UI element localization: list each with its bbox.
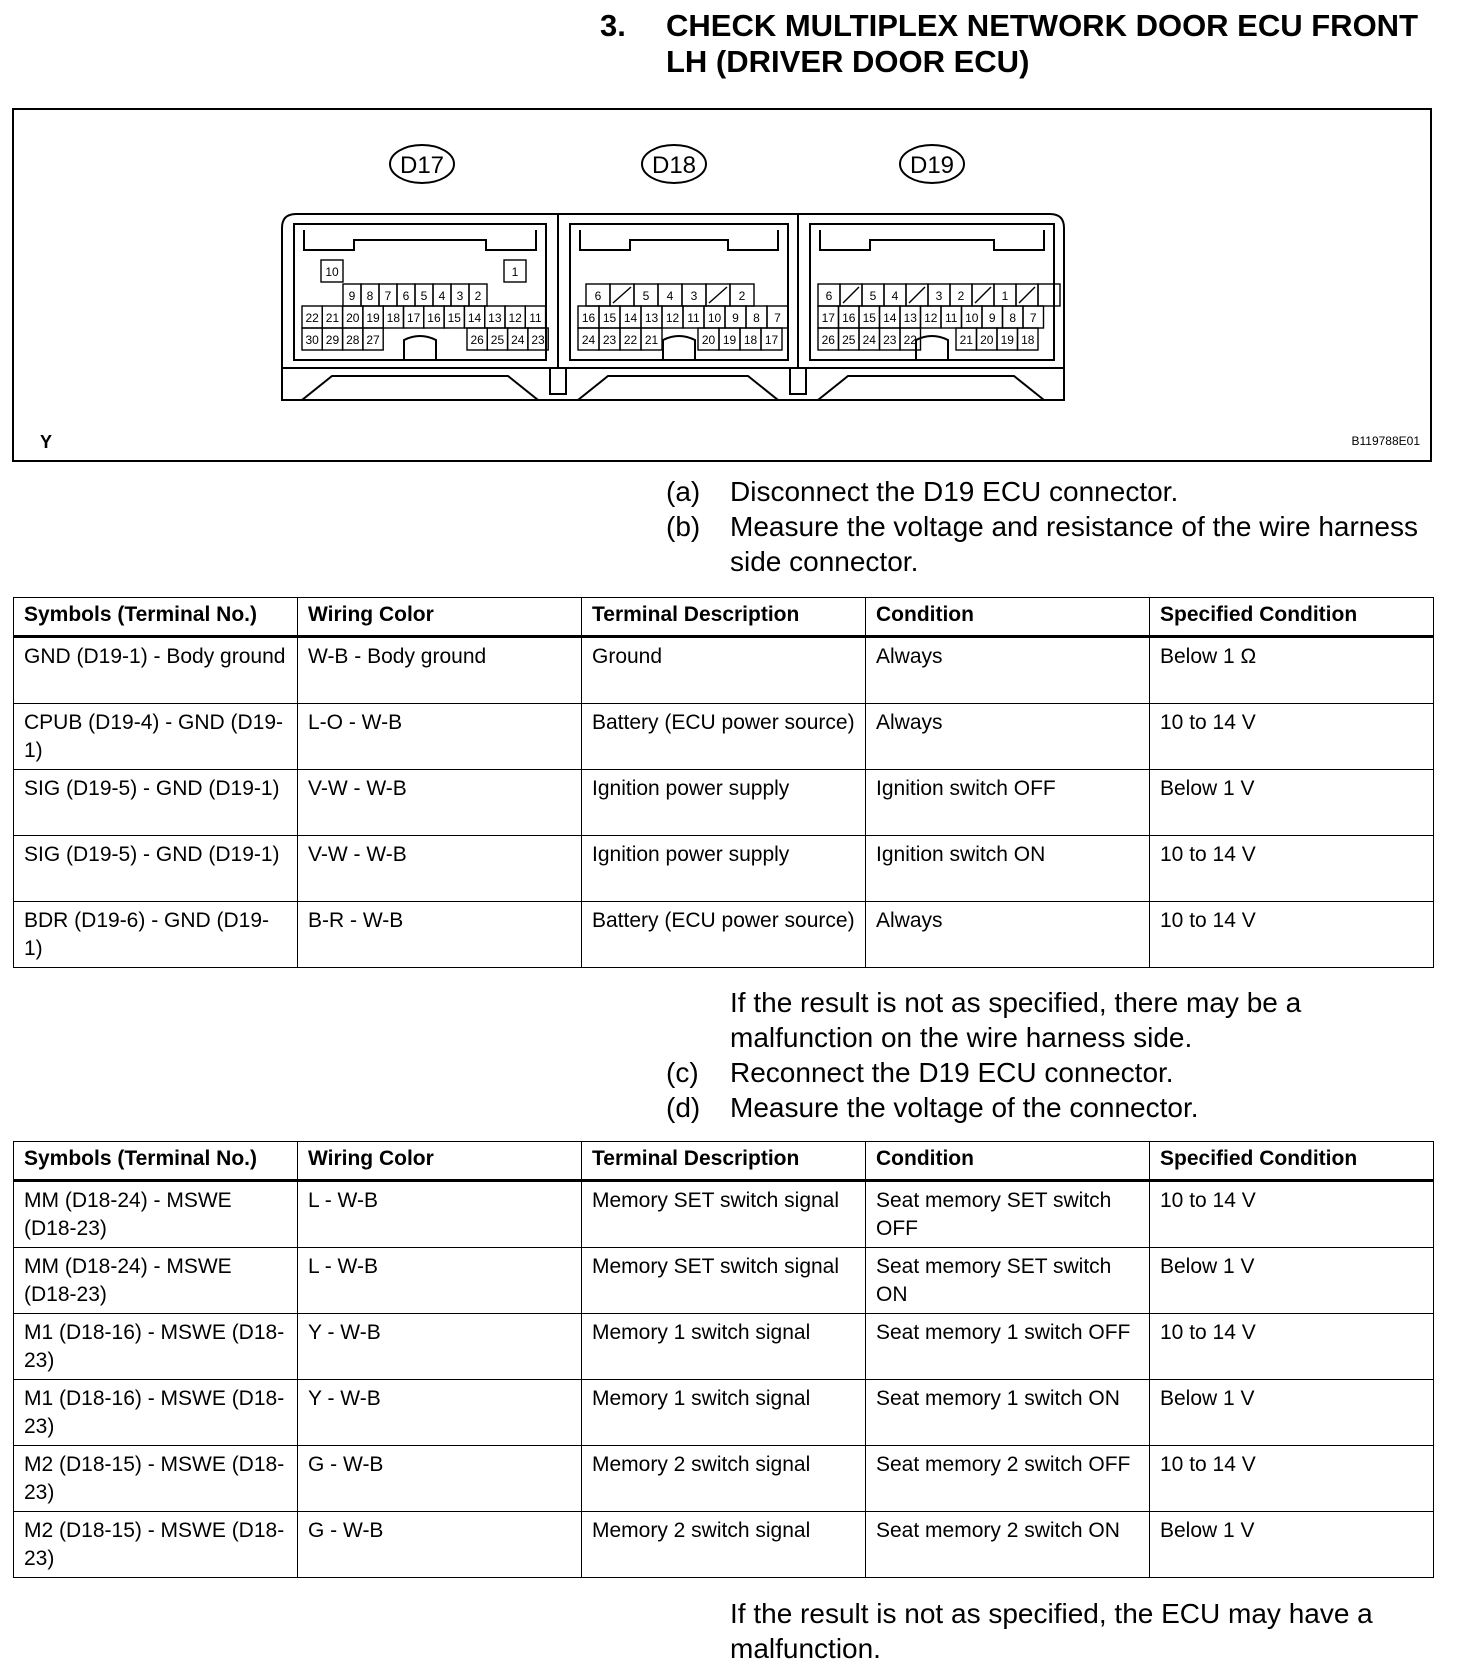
table-cell: Seat memory SET switch OFF: [866, 1181, 1150, 1248]
table-cell: V-W - W-B: [298, 770, 582, 836]
terminal-number: 5: [869, 289, 877, 303]
table-cell: Battery (ECU power source): [582, 902, 866, 968]
terminal-number: 9: [348, 289, 356, 303]
terminal-number: 16: [427, 311, 441, 325]
terminal-number: 17: [764, 333, 779, 347]
col-header: Condition: [866, 1142, 1150, 1181]
terminal-number: 30: [305, 333, 319, 347]
terminal-number: 6: [402, 289, 410, 303]
table-cell: Always: [866, 902, 1150, 968]
terminal-number: 1: [511, 265, 519, 279]
terminal-number: 6: [594, 289, 602, 303]
table-cell: Seat memory 2 switch OFF: [866, 1446, 1150, 1512]
terminal-number: 13: [644, 311, 659, 325]
terminal-number: 20: [701, 333, 716, 347]
table-cell: Seat memory 2 switch ON: [866, 1512, 1150, 1578]
table-row: [14, 1380, 1434, 1446]
terminal-number: 24: [862, 333, 876, 347]
table-cell: Memory 1 switch signal: [582, 1380, 866, 1446]
connector-latch: [663, 336, 695, 360]
table-row: [14, 836, 1434, 902]
terminal-number: 13: [903, 311, 917, 325]
terminal-number: 28: [346, 333, 360, 347]
figure-side-label: Y: [40, 432, 53, 452]
table-cell: 10 to 14 V: [1150, 902, 1434, 968]
steps-reconnect: [666, 1055, 1446, 1125]
table-cell: GND (D19-1) - Body ground: [14, 637, 298, 704]
table-cell: M2 (D18-15) - MSWE (D18-23): [14, 1446, 298, 1512]
terminal-number: 1: [1001, 289, 1009, 303]
terminal-number: 17: [821, 311, 835, 325]
terminal-number: 15: [602, 311, 617, 325]
terminal-number: 23: [531, 333, 545, 347]
terminal-number: 22: [305, 311, 319, 325]
terminal-number: 17: [406, 311, 421, 325]
steps-disconnect: [666, 474, 1446, 579]
table-cell: Memory 1 switch signal: [582, 1314, 866, 1380]
terminal-number: 8: [753, 311, 760, 325]
terminal-number: 7: [774, 311, 781, 325]
step-b: [666, 509, 1446, 579]
terminal-number: 10: [325, 265, 339, 279]
terminal-number: 20: [346, 311, 360, 325]
table-header-row: [14, 598, 1434, 637]
connector-foot: [818, 376, 1044, 400]
table-cell: M1 (D18-16) - MSWE (D18-23): [14, 1314, 298, 1380]
note-harness-side: If the result is not as specified, there may be a malfunction on the wire harness side.: [730, 987, 1302, 1053]
terminal-number: 13: [488, 311, 502, 325]
step-label: (c): [666, 1057, 699, 1088]
terminal-number: 6: [825, 289, 833, 303]
connector-diagram: [14, 110, 1430, 460]
terminal-number: 4: [438, 289, 446, 303]
terminal-number: 7: [1029, 311, 1037, 325]
terminal-number: 12: [508, 311, 522, 325]
table-cell: MM (D18-24) - MSWE (D18-23): [14, 1248, 298, 1314]
unused-terminal-slash: [843, 287, 859, 303]
terminal-number: 12: [924, 311, 938, 325]
unused-terminal-slash: [613, 287, 631, 303]
table-cell: Seat memory SET switch ON: [866, 1248, 1150, 1314]
connector-key-slot: [820, 230, 1044, 250]
terminal-number: 14: [467, 311, 482, 325]
terminal-number: 18: [743, 333, 758, 347]
table-cell: L-O - W-B: [298, 704, 582, 770]
terminal-number: 5: [420, 289, 428, 303]
table-cell: B-R - W-B: [298, 902, 582, 968]
terminal-cell: [1038, 284, 1060, 306]
table-cell: Memory 2 switch signal: [582, 1512, 866, 1578]
col-header: Specified Condition: [1150, 1142, 1434, 1181]
table-row: [14, 1512, 1434, 1578]
note-ecu-malfunction: If the result is not as specified, the ECU may have a malfunction.: [730, 1598, 1373, 1664]
terminal-number: 18: [386, 311, 401, 325]
terminal-number: 3: [690, 289, 698, 303]
col-header: Symbols (Terminal No.): [14, 598, 298, 637]
table-cell: V-W - W-B: [298, 836, 582, 902]
terminal-number: 25: [842, 333, 856, 347]
table-cell: Seat memory 1 switch OFF: [866, 1314, 1150, 1380]
terminal-number: 11: [945, 311, 958, 325]
terminal-number: 24: [581, 333, 596, 347]
connector-label: D18: [651, 152, 697, 179]
table-row: [14, 902, 1434, 968]
unused-terminal-slash: [1019, 287, 1035, 303]
connector-voltage-spec-table: [13, 1141, 1434, 1578]
unused-terminal-slash: [709, 287, 727, 303]
terminal-number: 25: [490, 333, 505, 347]
col-header: Condition: [866, 598, 1150, 637]
col-header: Wiring Color: [298, 598, 582, 637]
terminal-number: 26: [470, 333, 484, 347]
table-cell: Seat memory 1 switch ON: [866, 1380, 1150, 1446]
terminal-number: 14: [623, 311, 638, 325]
locking-tab: [550, 368, 566, 394]
connector-label: D19: [909, 152, 955, 179]
table-cell: Always: [866, 704, 1150, 770]
table-row: [14, 1181, 1434, 1248]
table-cell: Ignition switch OFF: [866, 770, 1150, 836]
table-cell: 10 to 14 V: [1150, 1446, 1434, 1512]
col-header: Terminal Description: [582, 598, 866, 637]
terminal-number: 14: [883, 311, 897, 325]
connector-latch: [404, 336, 436, 360]
table-cell: Memory 2 switch signal: [582, 1446, 866, 1512]
figure-code: B119788E01: [1351, 434, 1420, 448]
table-cell: W-B - Body ground: [298, 637, 582, 704]
step-label: (a): [666, 476, 701, 507]
terminal-number: 3: [456, 289, 464, 303]
terminal-number: 27: [366, 333, 380, 347]
terminal-number: 21: [959, 333, 973, 347]
table-cell: Always: [866, 637, 1150, 704]
col-header: Symbols (Terminal No.): [14, 1142, 298, 1181]
terminal-number: 8: [1009, 311, 1017, 325]
terminal-number: 23: [602, 333, 617, 347]
terminal-number: 7: [384, 289, 392, 303]
table-cell: M1 (D18-16) - MSWE (D18-23): [14, 1380, 298, 1446]
terminal-number: 10: [707, 311, 722, 325]
step-c: [666, 1055, 1446, 1090]
terminal-number: 19: [722, 333, 737, 347]
terminal-number: 21: [644, 333, 659, 347]
table-cell: 10 to 14 V: [1150, 836, 1434, 902]
table-cell: L - W-B: [298, 1248, 582, 1314]
table-cell: Ignition power supply: [582, 770, 866, 836]
locking-tab: [790, 368, 806, 394]
step-label: (d): [666, 1092, 701, 1123]
terminal-number: 15: [447, 311, 461, 325]
terminal-number: 29: [325, 333, 340, 347]
connector-housing: [282, 214, 1064, 400]
terminal-number: 22: [623, 333, 638, 347]
step-a: [666, 474, 1446, 509]
table-cell: 10 to 14 V: [1150, 704, 1434, 770]
terminal-number: 2: [738, 289, 746, 303]
table-row: [14, 704, 1434, 770]
step-d: [666, 1090, 1446, 1125]
section-number: 3.: [600, 8, 626, 43]
terminal-number: 15: [862, 311, 876, 325]
table-cell: Below 1 V: [1150, 1380, 1434, 1446]
unused-terminal-slash: [975, 287, 991, 303]
terminal-number: 22: [903, 333, 917, 347]
terminal-number: 19: [366, 311, 380, 325]
col-header: Specified Condition: [1150, 598, 1434, 637]
table-cell: Memory SET switch signal: [582, 1181, 866, 1248]
terminal-number: 2: [957, 289, 965, 303]
terminal-number: 18: [1021, 333, 1035, 347]
terminal-number: 2: [474, 289, 482, 303]
table-cell: Below 1 V: [1150, 770, 1434, 836]
terminal-number: 9: [732, 311, 739, 325]
table-row: [14, 1248, 1434, 1314]
terminal-number: 8: [366, 289, 374, 303]
table-header-row: [14, 1142, 1434, 1181]
terminal-number: 20: [980, 333, 994, 347]
table-cell: CPUB (D19-4) - GND (D19-1): [14, 704, 298, 770]
table-cell: SIG (D19-5) - GND (D19-1): [14, 770, 298, 836]
harness-side-spec-table: [13, 597, 1434, 968]
step-text: Reconnect the D19 ECU connector.: [730, 1057, 1174, 1088]
terminal-number: 16: [581, 311, 596, 325]
table-cell: G - W-B: [298, 1446, 582, 1512]
terminal-number: 12: [665, 311, 680, 325]
table-cell: MM (D18-24) - MSWE (D18-23): [14, 1181, 298, 1248]
connector-figure: [12, 108, 1432, 462]
unused-terminal-slash: [909, 287, 925, 303]
step-label: (b): [666, 511, 701, 542]
col-header: Terminal Description: [582, 1142, 866, 1181]
table-cell: Below 1 Ω: [1150, 637, 1434, 704]
table-cell: Memory SET switch signal: [582, 1248, 866, 1314]
col-header: Wiring Color: [298, 1142, 582, 1181]
connector-foot: [302, 376, 538, 400]
terminal-number: 26: [821, 333, 835, 347]
table-cell: 10 to 14 V: [1150, 1181, 1434, 1248]
terminal-number: 21: [325, 311, 340, 325]
connector-key-slot: [304, 230, 536, 250]
table-cell: Ignition switch ON: [866, 836, 1150, 902]
terminal-number: 4: [666, 289, 674, 303]
step-text: Measure the voltage and resistance of the wire harness side connector.: [730, 511, 1418, 577]
terminal-number: 5: [642, 289, 650, 303]
table-cell: Ground: [582, 637, 866, 704]
terminal-number: 19: [1000, 333, 1014, 347]
terminal-number: 23: [883, 333, 897, 347]
table-cell: SIG (D19-5) - GND (D19-1): [14, 836, 298, 902]
table-cell: M2 (D18-15) - MSWE (D18-23): [14, 1512, 298, 1578]
table-row: [14, 770, 1434, 836]
terminal-number: 11: [687, 311, 700, 325]
table-cell: L - W-B: [298, 1181, 582, 1248]
table-row: [14, 1314, 1434, 1380]
step-text: Measure the voltage of the connector.: [730, 1092, 1199, 1123]
table-cell: Below 1 V: [1150, 1512, 1434, 1578]
connector-foot: [578, 376, 778, 400]
table-cell: 10 to 14 V: [1150, 1314, 1434, 1380]
terminal-number: 16: [842, 311, 856, 325]
table-row: [14, 1446, 1434, 1512]
table-cell: Ignition power supply: [582, 836, 866, 902]
terminal-number: 3: [935, 289, 943, 303]
table-cell: BDR (D19-6) - GND (D19-1): [14, 902, 298, 968]
table-cell: Y - W-B: [298, 1380, 582, 1446]
terminal-number: 9: [988, 311, 996, 325]
table-cell: Battery (ECU power source): [582, 704, 866, 770]
step-text: Disconnect the D19 ECU connector.: [730, 476, 1179, 507]
terminal-number: 10: [965, 311, 979, 325]
table-cell: Y - W-B: [298, 1314, 582, 1380]
connector-label: D17: [399, 152, 445, 179]
table-cell: Below 1 V: [1150, 1248, 1434, 1314]
table-cell: G - W-B: [298, 1512, 582, 1578]
connector-key-slot: [580, 230, 778, 250]
terminal-number: 11: [529, 311, 542, 325]
section-title: CHECK MULTIPLEX NETWORK DOOR ECU FRONT LH (DRIVER DOOR ECU): [666, 8, 1419, 79]
terminal-number: 24: [511, 333, 525, 347]
table-row: [14, 637, 1434, 704]
terminal-number: 4: [891, 289, 899, 303]
